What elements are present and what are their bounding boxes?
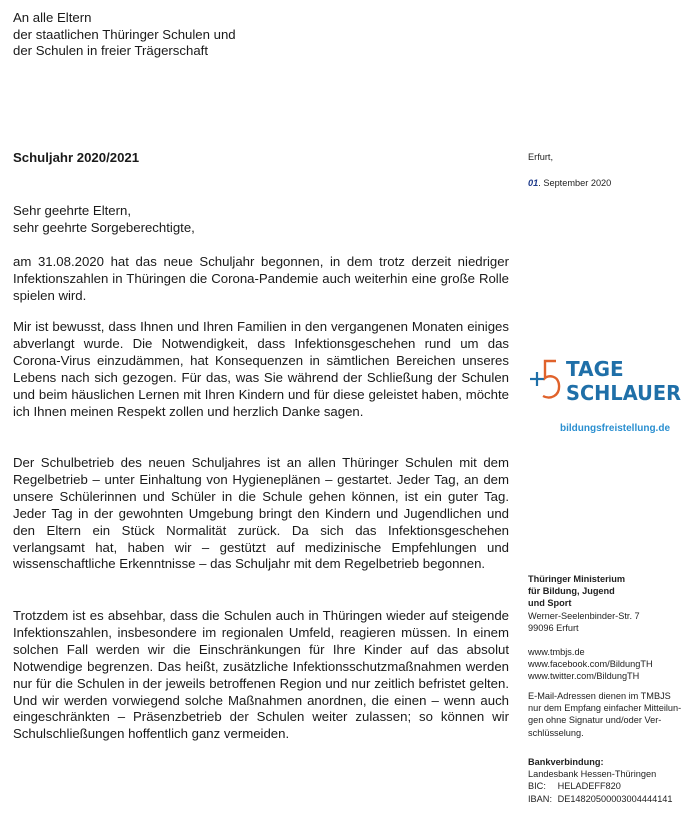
- logo-url-link[interactable]: bildungsfreistellung.de: [560, 423, 671, 434]
- ministry-street: Werner-Seelenbinder-Str. 7: [528, 610, 640, 621]
- notice-line: gen ohne Signatur und/oder Ver-: [528, 715, 662, 726]
- notice-line: nur dem Empfang einfacher Mitteilun-: [528, 703, 682, 714]
- letter-date: [528, 177, 611, 189]
- website-link[interactable]: www.tmbjs.de: [528, 647, 585, 657]
- body-paragraph-1: [13, 254, 509, 305]
- address-line: An alle Eltern: [13, 10, 92, 25]
- handwritten-day: 01: [528, 178, 539, 188]
- body-paragraph-3: [13, 455, 509, 573]
- iban-value: DE14820500003004444141: [557, 793, 673, 804]
- address-line: der Schulen in freier Trägerschaft: [13, 43, 208, 59]
- ministry-name-line: für Bildung, Jugend: [528, 586, 615, 597]
- bank-name: Landesbank Hessen-Thüringen: [528, 769, 657, 780]
- paragraph-text: am 31.08.2020 hat das neue Schuljahr begonnen, in dem trotz derzeit niedriger Infektionszahlen in Thüringen die Corona-Pandemie auch weiterhin eine große Rolle spielen wird.: [13, 254, 509, 303]
- notice-line: schlüsselung.: [528, 727, 584, 738]
- twitter-link[interactable]: www.twitter.com/BildungTH: [528, 671, 640, 682]
- body-paragraph-4: [13, 608, 509, 743]
- greeting-line: sehr geehrte Sorgeberechtigte,: [13, 219, 195, 235]
- date-text: . September 2020: [538, 178, 612, 188]
- paragraph-text: Mir ist bewusst, dass Ihnen und Ihren Familien in den vergangenen Monaten einiges abverlangt wurde. Die Notwendigkeit, dass Infektionsgeschehen rund um das Corona-Virus einzudämmen, hat Konsequenzen in sämtlichen Bereichen unseres Lebens nach sich gezogen. Für das, was Sie während der Schließung der Schulen und beim häuslichen Lernen mit Ihren Kindern und für diese geleistet haben, möchte ich Ihnen meinen Respekt zollen und herzlich Danke sagen.: [13, 319, 509, 419]
- letter-place: Erfurt,: [528, 152, 554, 162]
- email-notice: [528, 690, 681, 739]
- bank-heading: Bankverbindung:: [528, 757, 604, 767]
- facebook-link[interactable]: www.facebook.com/BildungTH: [528, 659, 653, 670]
- contact-links: [528, 646, 653, 683]
- bank-details: [528, 756, 673, 805]
- greeting: [13, 203, 509, 237]
- address-line: der staatlichen Thüringer Schulen und: [13, 26, 236, 42]
- ministry-address: [528, 573, 640, 634]
- notice-line: E-Mail-Adressen dienen im TMBJS: [528, 691, 671, 701]
- ministry-name-line: Thüringer Ministerium: [528, 574, 625, 584]
- greeting-line: Sehr geehrte Eltern,: [13, 203, 132, 218]
- iban-label: IBAN:: [528, 793, 552, 804]
- ministry-city: 99096 Erfurt: [528, 622, 579, 633]
- iban-row: [528, 793, 673, 805]
- letter-subject: Schuljahr 2020/2021: [13, 150, 140, 165]
- logo-word-tage: TAGE: [566, 357, 624, 381]
- body-paragraph-2: [13, 319, 509, 420]
- recipient-address: [13, 10, 236, 60]
- tage-schlauer-logo: [528, 355, 688, 407]
- paragraph-text: Der Schulbetrieb des neuen Schuljahres ist an allen Thüringer Schulen mit dem Regelbetrieb – unter Einhaltung von Hygieneplänen – gestartet. Jeder Tag, an dem unsere Schülerinnen und Schüler in die Schule gehen können, ist ein guter Tag. Jeder Tag in der gewohnten Umgebung bringt den Kindern und Jugendlichen und den Eltern ein Stück Normalität zurück. Da sich das Infektionsgeschehen verlangsamt hat, haben wir – gestützt auf medizinische Empfehlungen und wissenschaftliche Erkenntnisse – das Schuljahr mit dem Regelbetrieb begonnen.: [13, 455, 509, 572]
- logo-word-schlauer: SCHLAUER: [566, 381, 681, 405]
- bic-value: HELADEFF820: [557, 781, 621, 792]
- ministry-name-line: und Sport: [528, 598, 572, 609]
- bic-row: [528, 780, 673, 792]
- bic-label: BIC:: [528, 781, 546, 792]
- plus-five-icon: [530, 361, 559, 398]
- paragraph-text: Trotzdem ist es absehbar, dass die Schulen auch in Thüringen wieder auf steigende Infektionszahlen, insbesondere im regionalen Umfeld, reagieren müssen. In einem solchen Fall werden wir die Einschränkungen für Ihre Kinder auf das absolut Notwendige begrenzen. Das heißt, zusätzliche Infektionsschutzmaßnahmen werden nur für die Schulen in der jeweils betroffenen Region und nur zeitlich befristet gelten. Und wir werden vorwiegend solche Maßnahmen anordnen, die einen – wenn auch eingeschränkten – Präsenzbetrieb der Schulen weiter zulassen; so können wir Schulschließungen hoffentlich ganz vermeiden.: [13, 608, 509, 742]
